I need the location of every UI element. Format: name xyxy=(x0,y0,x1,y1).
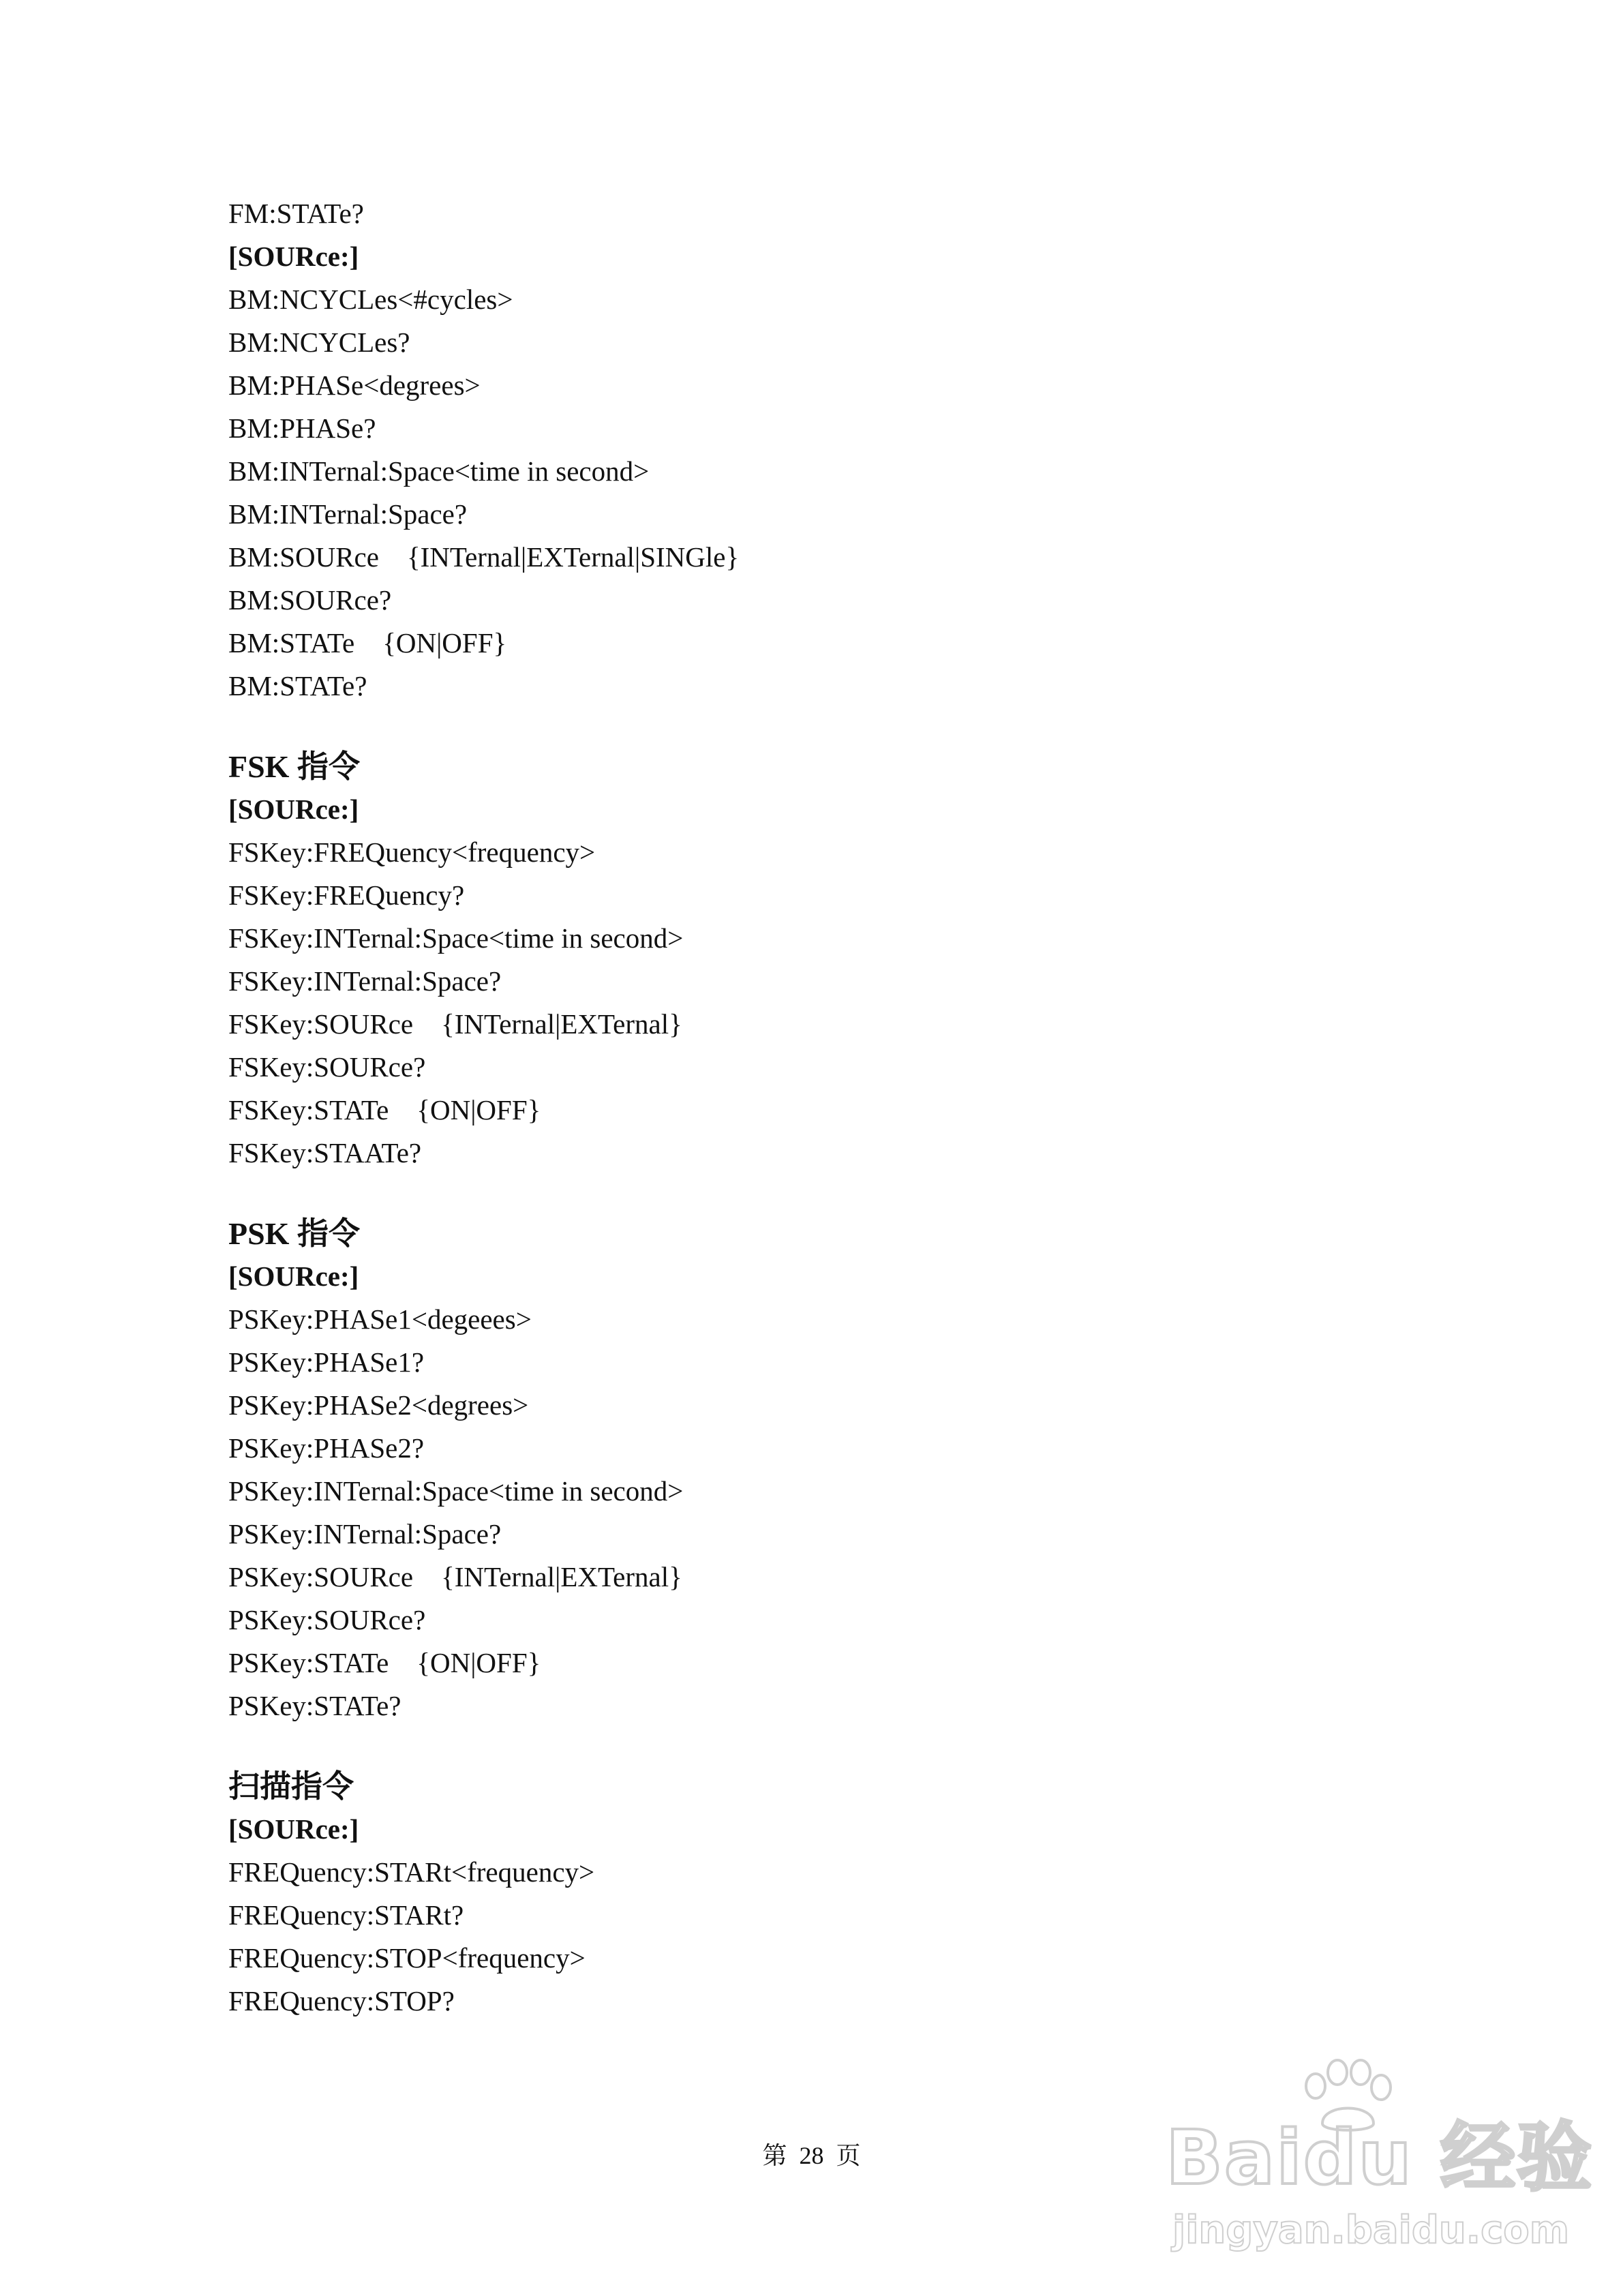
command-line: FSKey:STATe {ON|OFF} xyxy=(228,1094,541,1126)
command-line: PSKey:PHASe1<degeees> xyxy=(228,1303,532,1335)
command-line: FSKey:FREQuency? xyxy=(228,879,465,911)
baidu-jingyan-watermark xyxy=(1152,2059,1594,2263)
section-psk-commands xyxy=(228,1212,1523,1727)
command-line: PSKey:INTernal:Space? xyxy=(228,1518,502,1550)
command-line: FSKey:INTernal:Space? xyxy=(228,965,502,997)
section-heading: FSK 指令 xyxy=(228,749,360,784)
command-line: BM:STATe? xyxy=(228,670,367,701)
command-line: FSKey:FREQuency<frequency> xyxy=(228,836,596,868)
command-line: BM:INTernal:Space<time in second> xyxy=(228,455,650,487)
command-line: BM:INTernal:Space? xyxy=(228,498,468,530)
section-gap xyxy=(228,708,1523,745)
source-prefix: [SOURce:] xyxy=(228,241,359,272)
command-line: PSKey:SOURce? xyxy=(228,1604,426,1635)
command-line: BM:SOURce {INTernal|EXTernal|SINGle} xyxy=(228,541,740,573)
command-line: PSKey:STATe {ON|OFF} xyxy=(228,1647,541,1678)
command-line: PSKey:PHASe2<degrees> xyxy=(228,1389,529,1421)
command-line: FREQuency:STARt? xyxy=(228,1899,464,1931)
source-prefix: [SOURce:] xyxy=(228,794,359,825)
source-prefix: [SOURce:] xyxy=(228,1813,359,1845)
command-line: BM:PHASe? xyxy=(228,412,376,444)
command-line: PSKey:INTernal:Space<time in second> xyxy=(228,1475,684,1507)
command-line: BM:STATe {ON|OFF} xyxy=(228,627,507,659)
command-line: FSKey:STAATe? xyxy=(228,1137,422,1168)
page-number: 第 28 页 xyxy=(762,2142,861,2169)
section-bm-commands xyxy=(228,192,1523,708)
command-line: PSKey:PHASe2? xyxy=(228,1432,425,1464)
section-fsk-commands xyxy=(228,745,1523,1175)
command-line: PSKey:SOURce {INTernal|EXTernal} xyxy=(228,1561,682,1592)
section-heading: 扫描指令 xyxy=(228,1769,354,1804)
command-line: PSKey:STATe? xyxy=(228,1690,401,1721)
command-line: PSKey:PHASe1? xyxy=(228,1346,425,1378)
command-line: FREQuency:STARt<frequency> xyxy=(228,1856,595,1888)
command-line: BM:NCYCLes<#cycles> xyxy=(228,284,513,315)
command-line: BM:SOURce? xyxy=(228,584,392,616)
document-body xyxy=(228,192,1523,2023)
command-line: BM:NCYCLes? xyxy=(228,327,410,358)
section-sweep-commands xyxy=(228,1765,1523,2023)
command-line: FSKey:SOURce {INTernal|EXTernal} xyxy=(228,1008,682,1040)
section-heading: PSK 指令 xyxy=(228,1216,360,1251)
command-line: FREQuency:STOP? xyxy=(228,1985,455,2016)
watermark-url: jingyan.baidu.com xyxy=(1172,2208,1570,2252)
command-line: FSKey:SOURce? xyxy=(228,1051,426,1083)
command-line: FSKey:INTernal:Space<time in second> xyxy=(228,922,684,954)
command-line: FM:STATe? xyxy=(228,198,364,229)
command-line: FREQuency:STOP<frequency> xyxy=(228,1942,586,1974)
section-gap xyxy=(228,1175,1523,1212)
watermark-brand: Baidu 经验 xyxy=(1166,2114,1594,2201)
command-line: BM:PHASe<degrees> xyxy=(228,369,481,401)
section-gap xyxy=(228,1727,1523,1765)
source-prefix: [SOURce:] xyxy=(228,1260,359,1292)
